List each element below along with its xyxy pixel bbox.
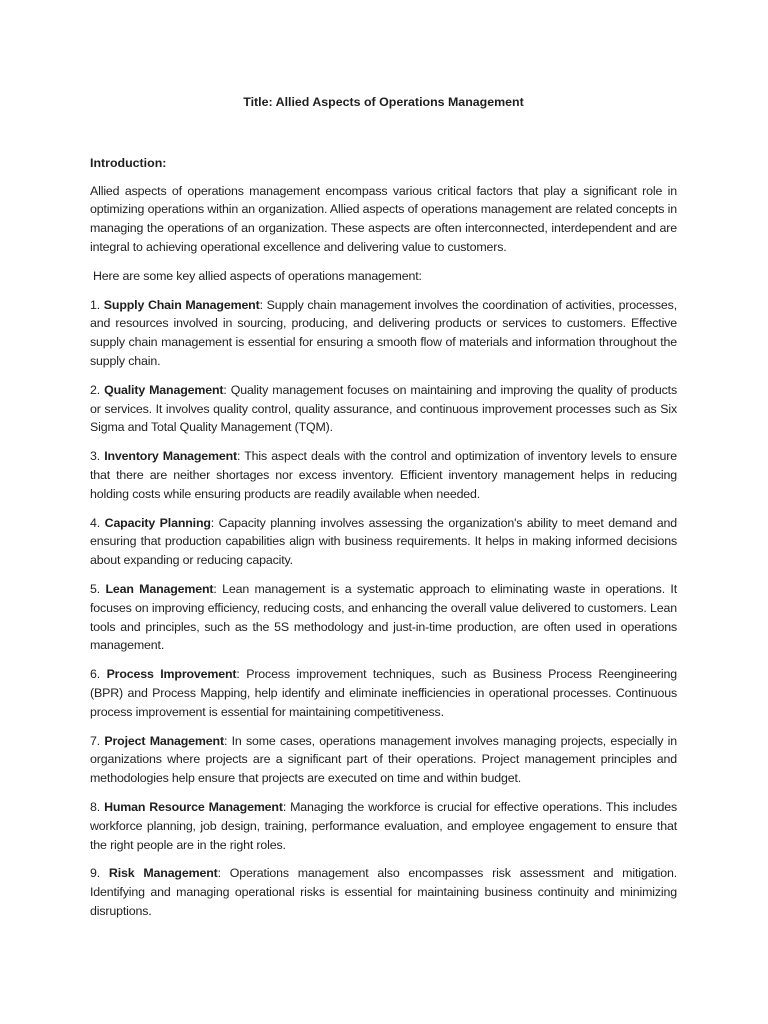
aspect-item-term: Risk Management <box>108 866 218 881</box>
introduction-paragraph: Allied aspects of operations management encompass various critical factors that play a significant role in optimizing operations within an organization. Allied aspects of operations management are related concepts in managing the operations of an organization. These aspects are often interconnected, interdependent and are integral to achieving operational excellence and delivering value to customers. <box>90 183 677 254</box>
aspect-item <box>90 381 677 437</box>
aspect-item-number: 3. <box>90 449 101 464</box>
aspect-item-term: Supply Chain Management <box>103 297 260 312</box>
aspect-item-description: : Operations management also encompasses risk assessment and mitigation. Identifying and managing operational risks is essential for maintaining business continuity and minimizing disruptions. <box>90 866 678 918</box>
aspect-item-description: : Quality management focuses on maintaining and improving the quality of products or services. It involves quality control, quality assurance, and continuous improvement processes such as Six Sigma and Total Quality Management (TQM). <box>90 382 677 435</box>
aspect-item-number: 2. <box>90 382 101 397</box>
aspects-list <box>90 296 677 921</box>
aspect-item-number: 7. <box>90 733 101 748</box>
aspect-item-term: Lean Management <box>105 581 214 596</box>
aspect-item <box>90 798 677 854</box>
aspect-item-term: Quality Management <box>104 382 224 397</box>
aspect-item <box>90 296 677 371</box>
aspect-item-description: : This aspect deals with the control and optimization of inventory levels to ensure that there are neither shortages nor excess inventory. Efficient inventory management helps in reducing holding costs while ensuring products are readily available when needed. <box>90 449 677 501</box>
aspect-item-term: Inventory Management <box>104 449 238 464</box>
introduction-heading: Introduction: <box>90 155 167 170</box>
aspect-item <box>90 864 677 920</box>
aspect-item-description: : In some cases, operations management involves managing projects, especially in organizations where projects are a significant part of their operations. Project management principles and methodologies help ensure that projects are executed on time and within budget. <box>90 733 677 786</box>
aspect-item <box>90 514 677 570</box>
aspect-item-term: Process Improvement <box>106 667 237 682</box>
aspect-item-term: Capacity Planning <box>104 515 211 530</box>
aspect-item-description: : Capacity planning involves assessing the organization's ability to meet demand and ensuring that production capabilities align with business requirements. It helps in making informed decisions about expanding or reducing capacity. <box>90 515 677 568</box>
aspect-item-description: : Lean management is a systematic approach to eliminating waste in operations. It focuses on improving efficiency, reducing costs, and enhancing the overall value delivered to customers. Lean tools and principles, such as the 5S methodology and just-in-time production, are often used in operations management. <box>90 581 677 653</box>
aspect-item <box>90 580 677 655</box>
aspect-item-term: Project Management <box>104 733 224 748</box>
aspect-item-number: 1. <box>90 297 101 312</box>
aspect-item-number: 6. <box>90 667 101 682</box>
aspect-item <box>90 732 677 788</box>
aspect-item-number: 5. <box>90 581 101 596</box>
aspect-item <box>90 447 677 503</box>
aspect-item-description: : Managing the workforce is crucial for effective operations. This includes workforce planning, job design, training, performance evaluation, and employee engagement to ensure that the right people are in the right roles. <box>90 799 677 852</box>
aspect-item-term: Human Resource Management <box>104 799 283 814</box>
aspect-item-number: 9. <box>90 866 101 881</box>
document-title: Title: Allied Aspects of Operations Management <box>243 95 524 109</box>
aspect-item-number: 8. <box>90 799 101 814</box>
lead-in-sentence: Here are some key allied aspects of operations management: <box>93 268 422 283</box>
aspect-item-number: 4. <box>90 515 101 530</box>
aspect-item-description: : Process improvement techniques, such as Business Process Reengineering (BPR) and Process Mapping, help identify and eliminate inefficiencies in operational processes. Continuous process improvement is essential for maintaining competitiveness. <box>90 667 677 719</box>
document-page <box>90 93 677 931</box>
aspect-item <box>90 665 677 721</box>
aspect-item-description: : Supply chain management involves the coordination of activities, processes, and resources involved in sourcing, producing, and delivering products or services to customers. Effective supply chain management is essential for ensuring a smooth flow of materials and information throughout the supply chain. <box>90 297 678 368</box>
